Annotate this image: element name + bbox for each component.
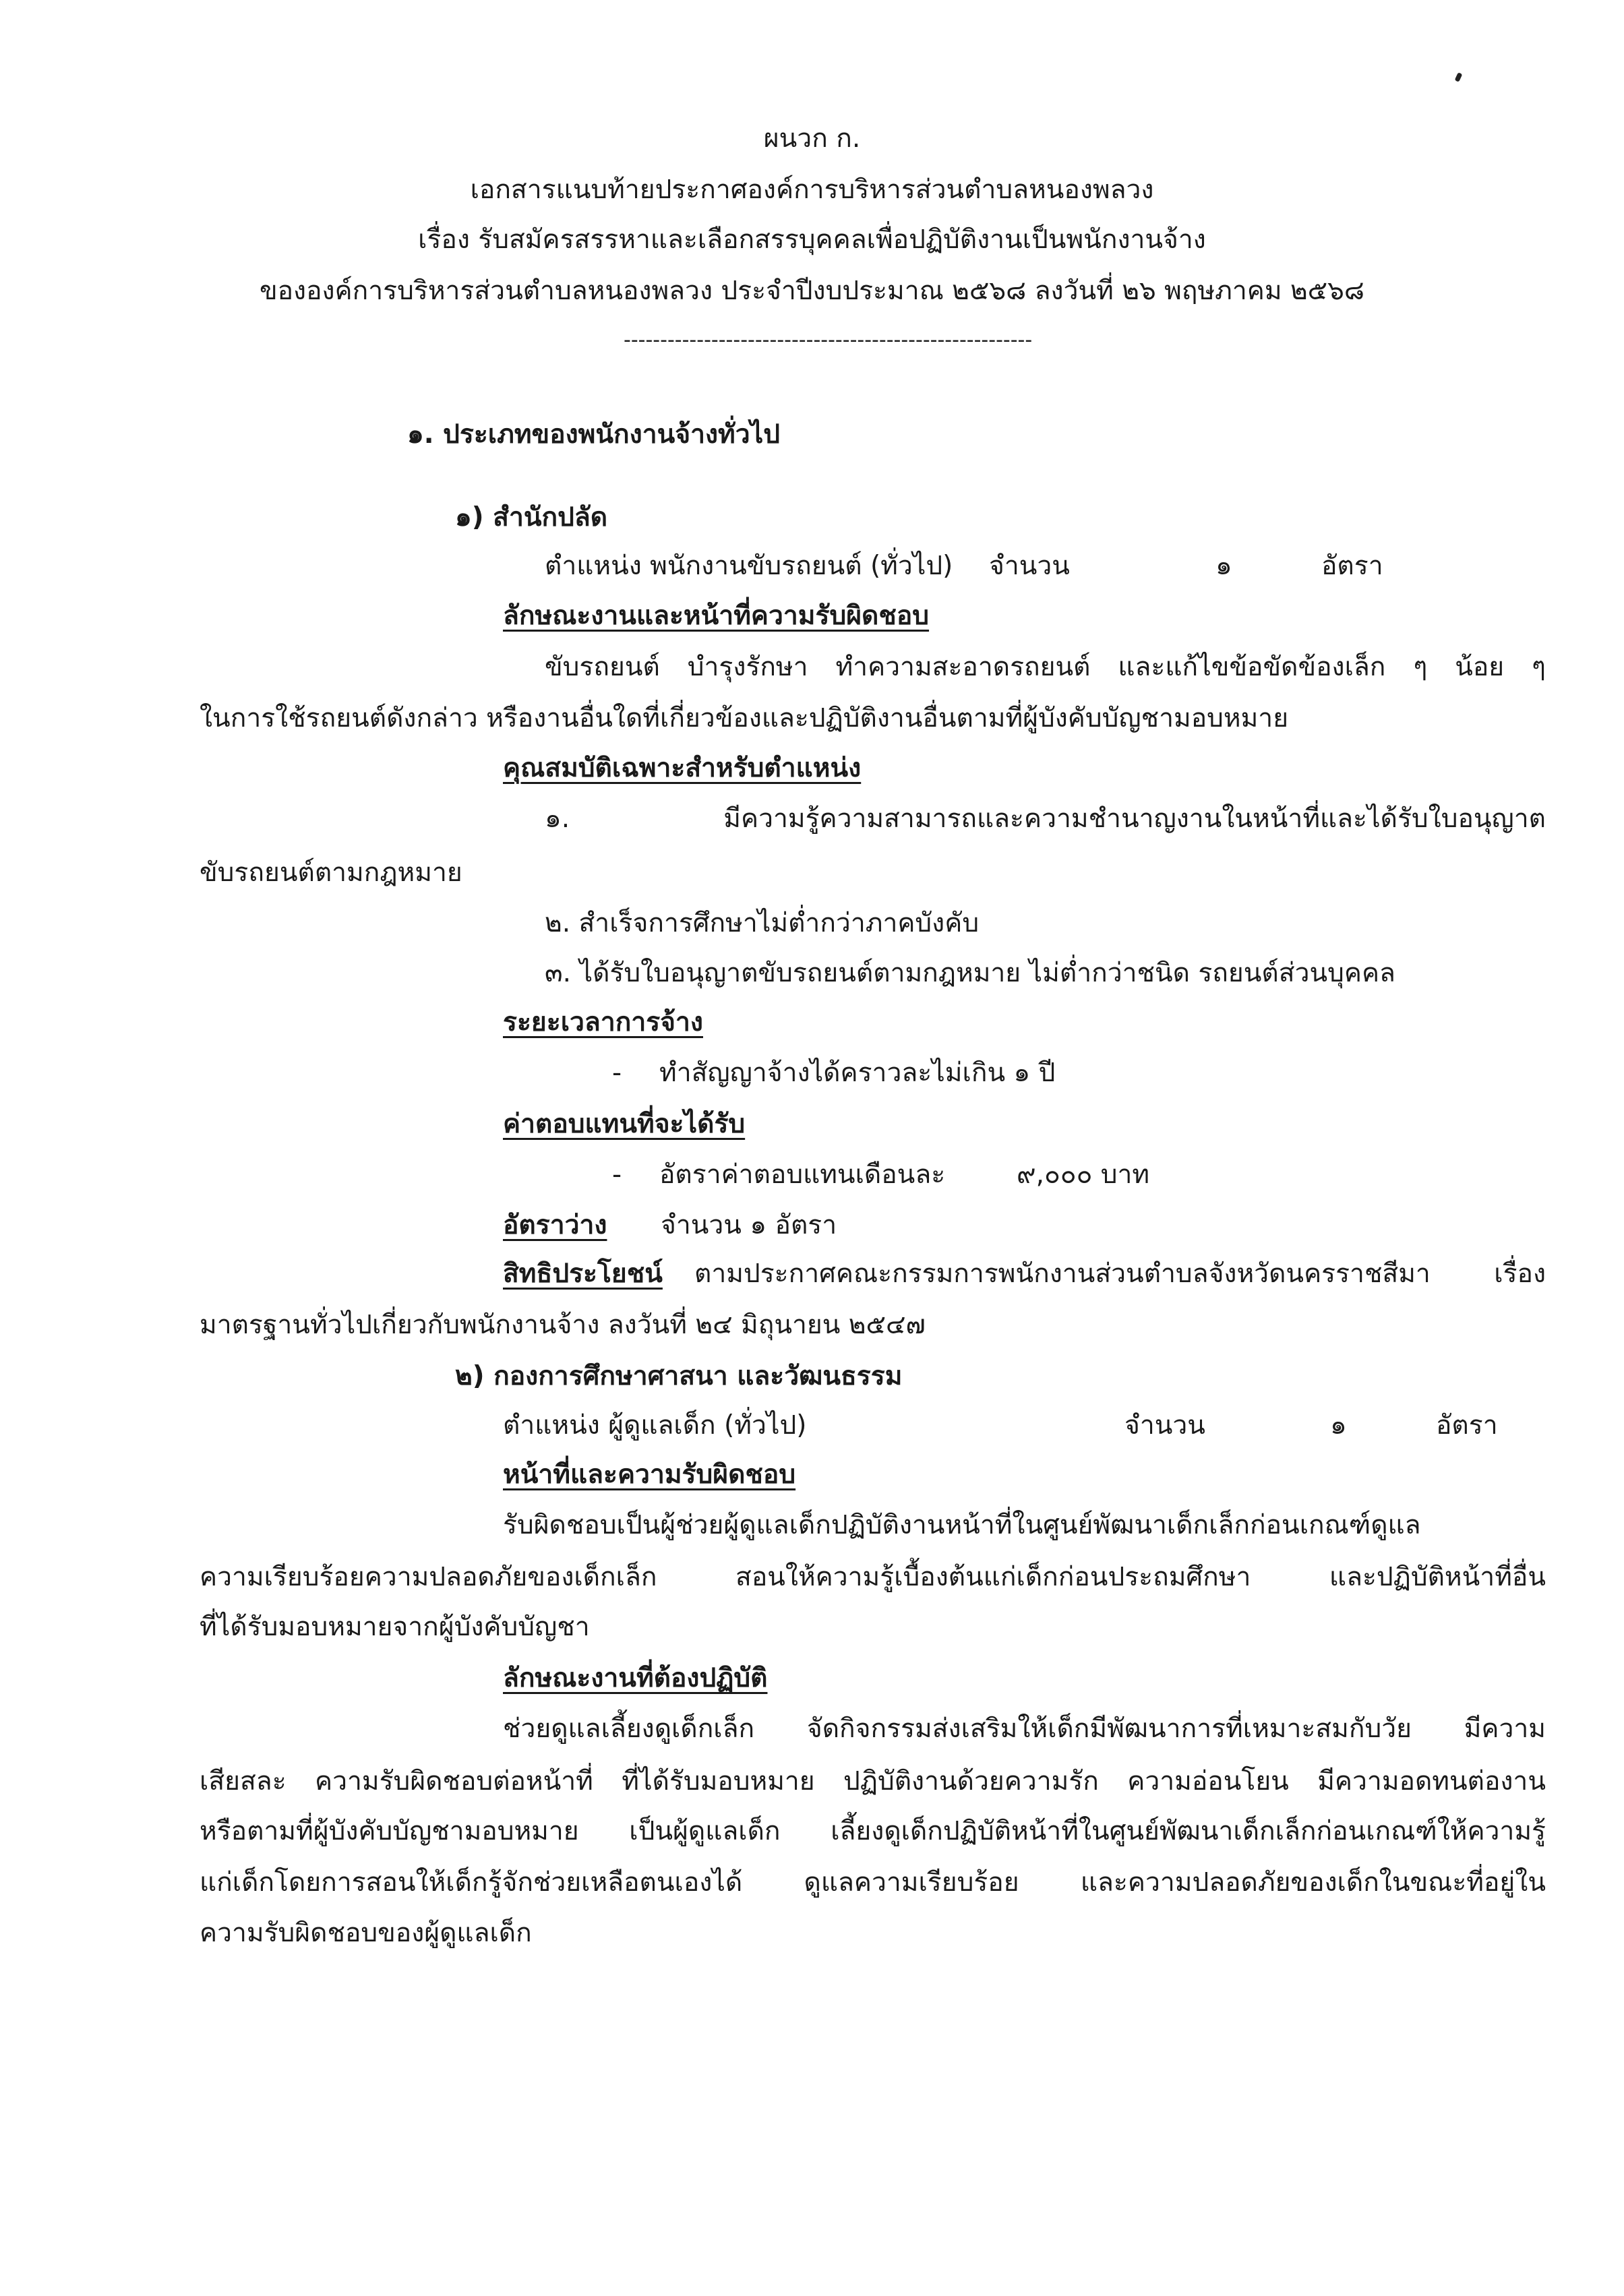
unit1-term-text: ทำสัญญาจ้างได้คราวละไม่เกิน ๑ ปี bbox=[659, 1058, 1056, 1088]
annex-label: ผนวก ก. bbox=[763, 123, 861, 154]
unit1-benefit-line-2: มาตรฐานทั่วไปเกี่ยวกับพนักงานจ้าง ลงวันที่ ๒๔ มิถุนายน ๒๕๔๗ bbox=[200, 1310, 926, 1340]
unit1-benefit-label: สิทธิประโยชน์ bbox=[503, 1259, 663, 1289]
unit1-qual-heading: คุณสมบัติเฉพาะสำหรับตำแหน่ง bbox=[503, 753, 862, 783]
unit2-duties-line-2: ความเรียบร้อยความปลอดภัยของเด็กเล็ก สอนให้ความรู้เบื้องต้นแก่เด็กก่อนประถมศึกษา และปฏิบัติหน้าที่อื่น bbox=[200, 1562, 1546, 1592]
unit1-pay-amount: ๙,๐๐๐ บาท bbox=[1017, 1159, 1150, 1190]
unit2-count-label: จำนวน bbox=[1124, 1410, 1205, 1441]
unit2-work-line-5: ความรับผิดชอบของผู้ดูแลเด็ก bbox=[200, 1918, 532, 1948]
unit1-pay-dash: - bbox=[612, 1159, 622, 1190]
unit1-qual-2: ๒. สำเร็จการศึกษาไม่ต่ำกว่าภาคบังคับ bbox=[545, 908, 980, 938]
unit1-count-value: ๑ bbox=[1215, 551, 1232, 581]
unit2-work-heading: ลักษณะงานที่ต้องปฏิบัติ bbox=[503, 1663, 768, 1693]
unit1-duties-line-2: ในการใช้รถยนต์ดังกล่าว หรืองานอื่นใดที่เกี่ยวข้องและปฏิบัติงานอื่นตามที่ผู้บังคับบัญชามอบหมาย bbox=[200, 703, 1289, 733]
unit1-pay-text: อัตราค่าตอบแทนเดือนละ bbox=[659, 1159, 946, 1190]
unit1-qual-1-line-1: ๑. มีความรู้ความสามารถและความชำนาญงานในหน้าที่และได้รับใบอนุญาต bbox=[545, 804, 1546, 834]
unit1-heading: ๑) สำนักปลัด bbox=[455, 502, 608, 533]
unit1-vacancy-label: อัตราว่าง bbox=[503, 1210, 607, 1240]
unit2-duties-line-1: รับผิดชอบเป็นผู้ช่วยผู้ดูแลเด็กปฏิบัติงานหน้าที่ในศูนย์พัฒนาเด็กเล็กก่อนเกณฑ์ดูแล bbox=[503, 1510, 1421, 1540]
unit2-work-line-2: เสียสละ ความรับผิดชอบต่อหน้าที่ ที่ได้รับมอบหมาย ปฏิบัติงานด้วยความรัก ความอ่อนโยน มีความอดทนต่องาน bbox=[200, 1766, 1546, 1796]
header-line-3: ขององค์การบริหารส่วนตำบลหนองพลวง ประจำปีงบประมาณ ๒๕๖๘ ลงวันที่ ๒๖ พฤษภาคม ๒๕๖๘ bbox=[259, 276, 1365, 306]
unit1-qual-1-line-2: ขับรถยนต์ตามกฎหมาย bbox=[200, 857, 462, 888]
unit1-rate-label: อัตรา bbox=[1321, 551, 1383, 581]
unit2-duties-line-3: ที่ได้รับมอบหมายจากผู้บังคับบัญชา bbox=[200, 1612, 590, 1642]
scan-speck bbox=[1455, 72, 1463, 82]
unit2-work-line-3: หรือตามที่ผู้บังคับบัญชามอบหมาย เป็นผู้ดูแลเด็ก เลี้ยงดูเด็กปฏิบัติหน้าที่ในศูนย์พัฒนาเด็กเล็กก่อนเกณฑ์ให้ความรู้ bbox=[200, 1816, 1546, 1846]
header-line-1: เอกสารแนบท้ายประกาศองค์การบริหารส่วนตำบลหนองพลวง bbox=[470, 175, 1154, 205]
unit1-pay-heading: ค่าตอบแทนที่จะได้รับ bbox=[503, 1109, 746, 1139]
header-divider: -------------------------------------------------------- bbox=[624, 330, 1033, 351]
unit1-count-label: จำนวน bbox=[989, 551, 1070, 581]
header-line-2: เรื่อง รับสมัครสรรหาและเลือกสรรบุคคลเพื่อปฏิบัติงานเป็นพนักงานจ้าง bbox=[418, 224, 1206, 255]
unit2-heading: ๒) กองการศึกษาศาสนา และวัฒนธรรม bbox=[455, 1361, 903, 1391]
unit1-duties-line-1: ขับรถยนต์ บำรุงรักษา ทำความสะอาดรถยนต์ และแก้ไขข้อขัดข้องเล็ก ๆ น้อย ๆ bbox=[545, 652, 1546, 682]
unit1-qual-3: ๓. ได้รับใบอนุญาตขับรถยนต์ตามกฎหมาย ไม่ต่ำกว่าชนิด รถยนต์ส่วนบุคคล bbox=[545, 958, 1395, 988]
unit1-position: ตำแหน่ง พนักงานขับรถยนต์ (ทั่วไป) bbox=[545, 551, 953, 581]
unit2-work-line-1: ช่วยดูแลเลี้ยงดูเด็กเล็ก จัดกิจกรรมส่งเสริมให้เด็กมีพัฒนาการที่เหมาะสมกับวัย มีความ bbox=[503, 1714, 1546, 1744]
unit2-work-line-4: แก่เด็กโดยการสอนให้เด็กรู้จักช่วยเหลือตนเองได้ ดูแลความเรียบร้อย และความปลอดภัยของเด็กในขณะที่อยู่ใน bbox=[200, 1867, 1546, 1898]
unit1-benefit-line-1: ตามประกาศคณะกรรมการพนักงานส่วนตำบลจังหวัดนครราชสีมา เรื่อง bbox=[694, 1259, 1546, 1289]
unit2-rate-label: อัตรา bbox=[1436, 1410, 1498, 1441]
unit1-term-heading: ระยะเวลาการจ้าง bbox=[503, 1007, 703, 1037]
unit2-count-value: ๑ bbox=[1330, 1410, 1347, 1441]
section-title: ๑. ประเภทของพนักงานจ้างทั่วไป bbox=[407, 419, 781, 450]
unit2-duties-heading: หน้าที่และความรับผิดชอบ bbox=[503, 1459, 796, 1490]
unit1-duties-heading: ลักษณะงานและหน้าที่ความรับผิดชอบ bbox=[503, 601, 930, 631]
unit2-position: ตำแหน่ง ผู้ดูแลเด็ก (ทั่วไป) bbox=[503, 1410, 807, 1441]
unit1-vacancy-text: จำนวน ๑ อัตรา bbox=[661, 1210, 837, 1240]
unit1-term-dash: - bbox=[612, 1058, 622, 1088]
